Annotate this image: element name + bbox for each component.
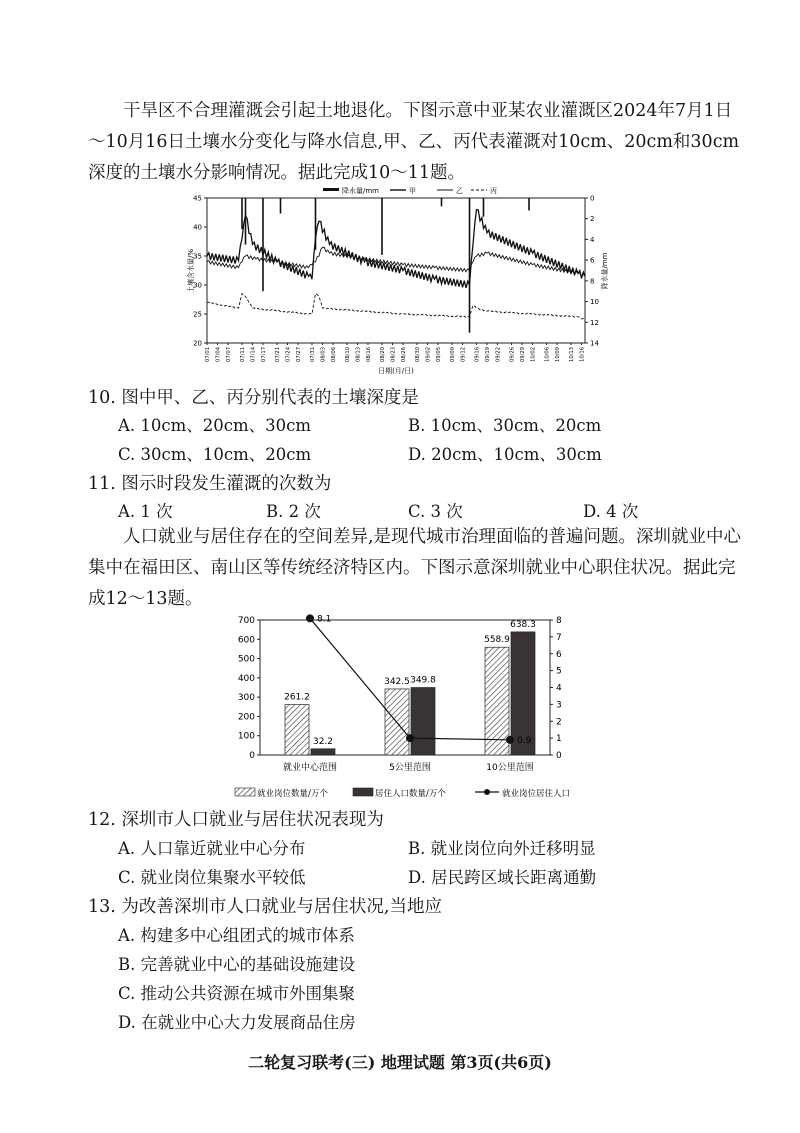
x-tick-label: 09/22	[495, 347, 502, 362]
x-tick-label: 09/09	[450, 347, 456, 362]
x-tick-label: 08/23	[390, 347, 397, 362]
ratio-point	[306, 614, 314, 622]
intro-paragraph-1	[88, 96, 748, 189]
residents-bar	[311, 749, 335, 755]
y-tick-label: 45	[193, 194, 202, 203]
x-tick-label: 08/13	[355, 347, 362, 362]
y-tick-label: 0	[249, 751, 255, 761]
precip-bar	[245, 198, 247, 245]
q11-option-b[interactable]: B. 2 次	[266, 502, 321, 521]
q11-option-c[interactable]: C. 3 次	[408, 502, 463, 521]
x-tick-label: 10/09	[555, 347, 561, 362]
y2-tick-label: 14	[590, 339, 599, 348]
x-tick-label: 07/01	[205, 347, 211, 362]
residents-bar	[411, 688, 435, 755]
x-tick-label: 08/30	[415, 347, 421, 362]
x-tick-label: 07/04	[215, 347, 222, 362]
y-tick-label: 35	[193, 252, 202, 261]
jobs-data-label: 261.2	[284, 692, 310, 703]
intro-paragraph-2	[88, 522, 748, 615]
y-tick-label: 600	[237, 635, 255, 646]
y2-tick-label: 8	[590, 277, 595, 286]
q12-option-b[interactable]: B. 就业岗位向外迁移明显	[408, 839, 596, 858]
legend-bing-label: 丙	[490, 187, 497, 195]
x-tick-label: 08/20	[380, 347, 386, 362]
precip-bar	[241, 198, 243, 229]
y-tick-label: 700	[237, 616, 255, 626]
chart1-xlabel: 日期(月/日)	[378, 367, 414, 375]
x-tick-label: 09/02	[425, 347, 432, 362]
ratio-label-10km: 0.9	[517, 735, 532, 746]
precip-bar	[528, 198, 530, 210]
q10-option-b[interactable]: B. 10cm、30cm、20cm	[408, 416, 602, 435]
q13-option-a[interactable]: A. 构建多中心组团式的城市体系	[118, 926, 355, 945]
x-tick-label: 09/29	[520, 347, 526, 362]
x-tick-label: 09/19	[485, 347, 491, 362]
chart1-legend	[323, 186, 497, 195]
y-tick-label: 200	[237, 712, 255, 723]
y2-tick-label: 6	[556, 649, 562, 660]
x-tick-label: 07/17	[261, 347, 267, 362]
legend-precip-label: 降水量/mm	[342, 187, 379, 195]
legend-jobs-label: 就业岗位数量/万个	[257, 789, 328, 799]
y2-tick-label: 4	[590, 235, 595, 244]
x-tick-label: 07/24	[285, 347, 292, 362]
y-tick-label: 20	[193, 339, 202, 348]
page-footer: 二轮复习联考(三) 地理试题 第3页(共6页)	[248, 1053, 552, 1072]
y-tick-label: 500	[237, 654, 255, 665]
y2-tick-label: 0	[556, 751, 562, 761]
q10-option-d[interactable]: D. 20cm、10cm、30cm	[408, 445, 602, 464]
y2-tick-label: 8	[556, 616, 562, 626]
q13-option-c[interactable]: C. 推动公共资源在城市外围集聚	[118, 984, 356, 1003]
y2-tick-label: 0	[590, 194, 595, 203]
y-tick-label: 400	[237, 673, 255, 684]
legend-precip-swatch	[323, 188, 339, 191]
legend-residents-swatch	[353, 788, 373, 796]
precip-bar	[381, 198, 383, 255]
x-tick-label: 08/16	[366, 347, 372, 362]
x-tick-label: 09/05	[436, 347, 442, 362]
chart1-ylabel: 土壤含水量/%	[187, 248, 195, 294]
x-tick-label: 07/27	[296, 347, 302, 362]
soil-moisture-chart	[185, 186, 615, 376]
q13-option-b[interactable]: B. 完善就业中心的基础设施建设	[118, 955, 356, 974]
y2-tick-label: 2	[556, 717, 562, 728]
ratio-point	[406, 734, 414, 742]
q11-option-d[interactable]: D. 4 次	[583, 502, 639, 521]
x-tick-label: 09/16	[474, 347, 481, 362]
q12-option-d[interactable]: D. 居民跨区域长距离通勤	[408, 868, 597, 887]
y-tick-label: 25	[193, 310, 202, 319]
q10-option-a[interactable]: A. 10cm、20cm、30cm	[118, 416, 312, 435]
y2-tick-label: 7	[556, 632, 562, 643]
question-11-stem: 11. 图示时段发生灌溉的次数为	[88, 474, 332, 494]
q13-option-d[interactable]: D. 在就业中心大力发展商品住房	[118, 1013, 356, 1032]
q11-option-a[interactable]: A. 1 次	[118, 502, 173, 521]
x-tick-label: 09/26	[509, 347, 516, 362]
jobs-data-label: 558.9	[484, 635, 510, 646]
q12-option-a[interactable]: A. 人口靠近就业中心分布	[118, 839, 306, 858]
y-tick-label: 40	[193, 223, 202, 232]
intro-text-1: 干旱区不合理灌溉会引起土地退化。下图示意中亚某农业灌溉区2024年7月1日～10月16日土壤水分变化与降水信息,甲、乙、丙代表灌溉对10cm、20cm和30cm深度的土壤水分影响情况。据此完成10～11题。	[88, 101, 740, 183]
y2-tick-label: 12	[590, 318, 599, 327]
x-tick-label: 10/02	[530, 347, 537, 362]
y2-tick-label: 4	[556, 683, 562, 694]
jobs-bar	[485, 647, 509, 755]
x-tick-label: 07/21	[275, 347, 281, 362]
legend-yi-label: 乙	[456, 187, 463, 195]
x-tick-label: 10/06	[544, 347, 551, 362]
intro-text-2: 人口就业与居住存在的空间差异,是现代城市治理面临的普遍问题。深圳就业中心集中在福田区、南山区等传统经济特区内。下图示意深圳就业中心职住状况。据此完成12～13题。	[88, 527, 742, 609]
y-tick-label: 300	[237, 693, 255, 704]
x-tick-label: 08/03	[320, 347, 327, 362]
legend-ratio-label: 就业岗位居住人口	[502, 789, 571, 799]
x-tick-label: 08/06	[331, 347, 337, 362]
chart2-legend	[235, 788, 570, 799]
question-10-stem: 10. 图中甲、乙、丙分别代表的土壤深度是	[88, 388, 419, 408]
category-label: 10公里范围	[486, 763, 534, 773]
jobs-bar	[285, 705, 309, 755]
q10-option-c[interactable]: C. 30cm、10cm、20cm	[118, 445, 312, 464]
y2-tick-label: 1	[556, 734, 562, 745]
jobs-housing-chart	[225, 610, 585, 802]
chart1-y2label: 降水量/mm	[601, 252, 609, 290]
residents-data-label: 32.2	[312, 736, 334, 747]
y2-tick-label: 2	[590, 215, 595, 224]
q12-option-c[interactable]: C. 就业岗位集聚水平较低	[118, 868, 306, 887]
category-label: 5公里范围	[389, 763, 431, 773]
x-tick-label: 07/31	[310, 347, 316, 362]
x-tick-label: 07/14	[250, 347, 257, 362]
x-tick-label: 10/16	[579, 347, 586, 362]
y-tick-label: 100	[237, 731, 255, 742]
y2-tick-label: 5	[556, 666, 562, 677]
precip-bar	[262, 198, 264, 291]
residents-data-label: 349.8	[410, 675, 436, 686]
x-tick-label: 08/26	[401, 347, 407, 362]
x-tick-label: 07/11	[240, 347, 246, 362]
y2-tick-label: 6	[590, 256, 595, 265]
x-tick-label: 09/12	[460, 347, 467, 362]
precip-bar	[441, 198, 443, 206]
y2-tick-label: 3	[556, 700, 562, 711]
legend-ratio-marker	[484, 789, 490, 795]
y-tick-label: 30	[193, 281, 202, 290]
precip-bar	[280, 198, 282, 214]
x-tick-label: 10/13	[569, 347, 575, 362]
residents-data-label: 638.3	[510, 619, 536, 630]
category-label: 就业中心范围	[282, 763, 338, 773]
question-12-stem: 12. 深圳市人口就业与居住状况表现为	[88, 810, 384, 830]
ratio-label-center: 8.1	[317, 614, 332, 625]
jobs-data-label: 342.5	[384, 676, 410, 687]
y2-tick-label: 10	[590, 298, 599, 307]
precip-bar	[469, 198, 471, 333]
x-tick-label: 08/10	[345, 347, 351, 362]
series-line-3	[207, 294, 585, 320]
x-tick-label: 07/07	[226, 347, 232, 362]
ratio-point	[506, 736, 514, 744]
precip-bar	[483, 198, 485, 217]
legend-residents-label: 居住人口数量/万个	[375, 789, 446, 799]
legend-jia-label: 甲	[409, 187, 416, 195]
question-13-stem: 13. 为改善深圳市人口就业与居住状况,当地应	[88, 897, 442, 917]
legend-jobs-swatch	[235, 788, 255, 796]
